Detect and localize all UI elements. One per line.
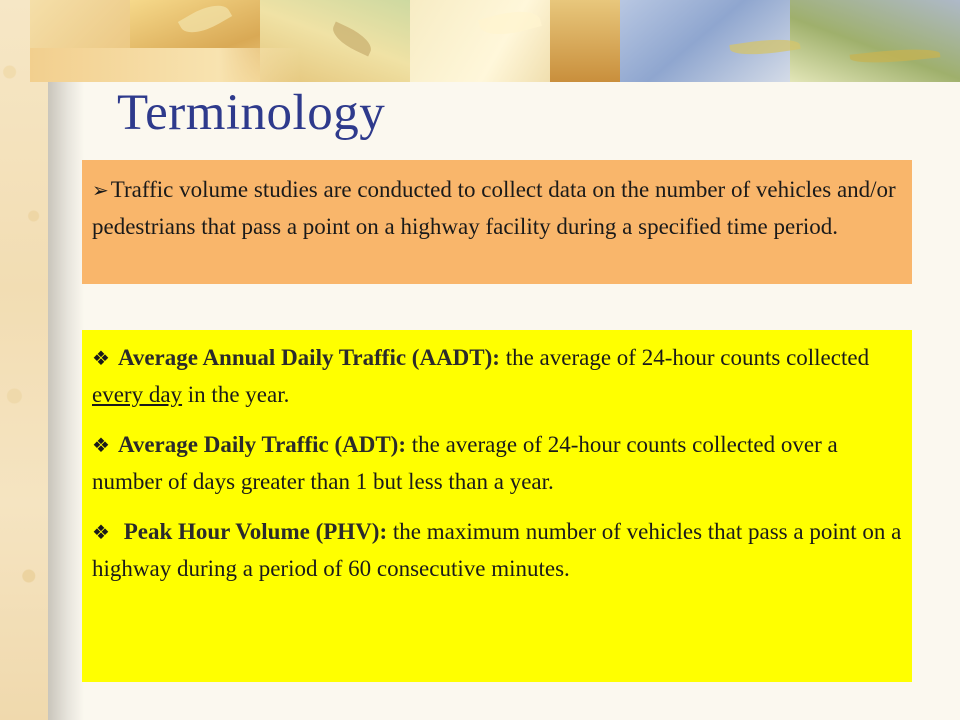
diamond-bullet-icon: ❖ [92, 348, 110, 370]
banner-tile [410, 0, 560, 82]
definition-aadt [92, 340, 902, 413]
diamond-bullet-icon: ❖ [92, 435, 110, 457]
shadow-strip [48, 80, 84, 720]
banner-tile [790, 0, 960, 82]
arrow-bullet-icon: ➢ [92, 180, 109, 202]
definitions-box [82, 330, 912, 682]
intro-box [82, 160, 912, 284]
definition-term: Peak Hour Volume (PHV): [123, 519, 388, 544]
intro-paragraph [92, 172, 902, 245]
definition-underlined-text: every day [92, 382, 183, 407]
definition-phv [92, 514, 902, 587]
banner-tile [30, 48, 300, 82]
definition-term: Average Annual Daily Traffic (AADT): [117, 345, 500, 370]
definition-text: the average of 24-hour counts collected over a number of days greater than 1 but less than a year. [92, 432, 838, 494]
definition-text: the average of 24-hour counts collected [505, 345, 870, 370]
definition-adt [92, 427, 902, 500]
definition-term: Average Daily Traffic (ADT): [117, 432, 406, 457]
definition-text: the maximum number of vehicles that pass a point on a highway during a period of 60 consecutive minutes. [92, 519, 902, 581]
parchment-strip [0, 0, 48, 720]
decorative-banner [30, 0, 960, 82]
intro-text: Traffic volume studies are conducted to collect data on the number of vehicles and/or pedestrians that pass a point on a highway facility during a specified time period. [92, 177, 896, 239]
diamond-bullet-icon: ❖ [92, 522, 110, 544]
definition-text: in the year. [187, 382, 290, 407]
slide-title: Terminology [117, 85, 386, 141]
